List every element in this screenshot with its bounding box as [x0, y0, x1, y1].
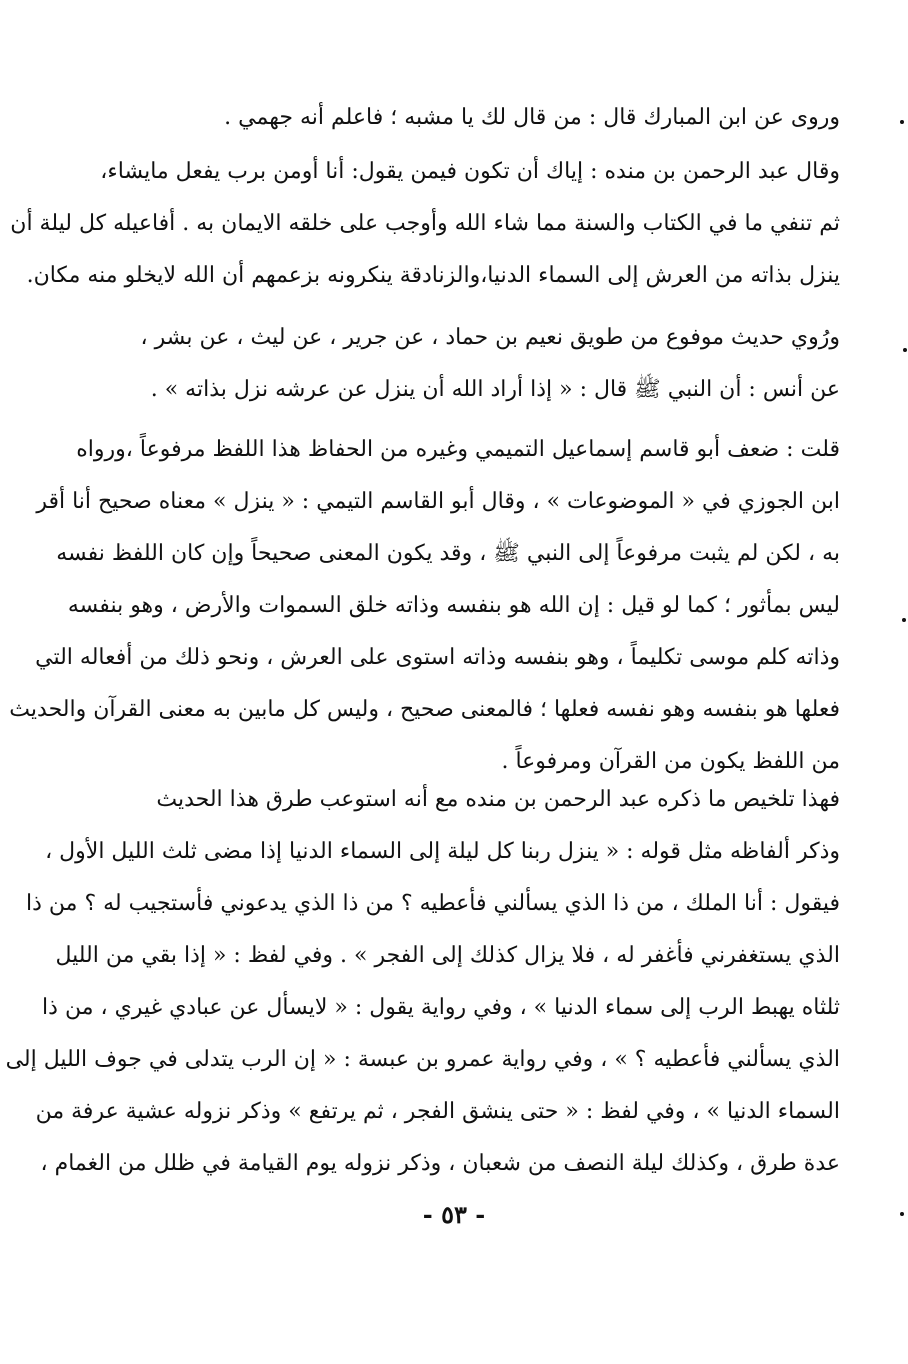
text-line: الذي يستغفرني فأغفر له ، فلا يزال كذلك إلى الفجر » . وفي لفظ : « إذا بقي من الليل — [55, 943, 840, 968]
text-line: ابن الجوزي في « الموضوعات » ، وقال أبو القاسم التيمي : « ينزل » معناه صحيح أنا أقر — [36, 489, 840, 514]
paragraph-summary — [5, 774, 840, 1190]
text-line: عدة طرق ، وكذلك ليلة النصف من شعبان ، وذكر نزوله يوم القيامة في ظلل من الغمام ، — [40, 1151, 840, 1176]
text-line: وقال عبد الرحمن بن منده : إياك أن تكون فيمن يقول: أنا أومن برب يفعل مايشاء، — [100, 159, 840, 184]
paragraph-hadith-narration — [100, 312, 840, 416]
text-line: ثم تنفي ما في الكتاب والسنة مما شاء الله وأوجب على خلقه الايمان به . أفاعيله كل ليلة أن — [10, 211, 840, 236]
text-line: وروى عن ابن المبارك قال : من قال لك يا مشبه ؛ فاعلم أنه جهمي . — [224, 105, 840, 130]
text-line: فهذا تلخيص ما ذكره عبد الرحمن بن منده مع أنه استوعب طرق هذا الحديث — [156, 787, 840, 812]
text-line: عن أنس : أن النبي ﷺ قال : « إذا أراد الله أن ينزل عن عرشه نزل بذاته » . — [150, 377, 840, 402]
text-line: قلت : ضعف أبو قاسم إسماعيل التميمي وغيره من الحفاظ هذا اللفظ مرفوعاً ،ورواه — [76, 437, 840, 462]
paragraph-ibn-mubarak — [100, 92, 840, 144]
text-line: فعلها هو بنفسه وهو نفسه فعلها ؛ فالمعنى صحيح ، وليس كل مابين به معنى القرآن والحديث — [9, 697, 840, 722]
scan-speck — [900, 1212, 904, 1216]
scan-speck — [900, 120, 904, 124]
text-line: من اللفظ يكون من القرآن ومرفوعاً . — [501, 749, 840, 774]
text-line: به ، لكن لم يثبت مرفوعاً إلى النبي ﷺ ، وقد يكون المعنى صحيحاً وإن كان اللفظ نفسه — [56, 541, 840, 566]
text-line: فيقول : أنا الملك ، من ذا الذي يسألني فأعطيه ؟ من ذا الذي يدعوني فأستجيب له ؟ من ذا — [26, 891, 840, 916]
scan-speck — [902, 618, 906, 622]
text-line: وذاته كلم موسى تكليماً ، وهو بنفسه وذاته استوى على العرش ، ونحو ذلك من أفعاله التي — [35, 645, 840, 670]
text-line: السماء الدنيا » ، وفي لفظ : « حتى ينشق الفجر ، ثم يرتفع » وذكر نزوله عشية عرفة من — [35, 1099, 840, 1124]
text-line: ثلثاه يهبط الرب إلى سماء الدنيا » ، وفي رواية يقول : « لايسأل عن عبادي غيري ، من ذا — [42, 995, 840, 1020]
scan-speck — [903, 348, 907, 352]
text-line: وذكر ألفاظه مثل قوله : « ينزل ربنا كل ليلة إلى السماء الدنيا إذا مضى ثلث الليل الأول ، — [45, 839, 840, 864]
text-line: ليس بمأثور ؛ كما لو قيل : إن الله هو بنفسه وذاته خلق السموات والأرض ، وهو بنفسه — [67, 593, 840, 618]
text-line: ورُوي حديث موفوع من طويق نعيم بن حماد ، عن جرير ، عن ليث ، عن بشر ، — [140, 325, 840, 350]
paragraph-commentary — [9, 424, 840, 788]
page-number: - ٥٣ - — [422, 1200, 486, 1229]
text-line: ينزل بذاته من العرش إلى السماء الدنيا،والزنادقة ينكرونه بزعمهم أن الله لايخلو منه مكان. — [26, 263, 840, 288]
paragraph-ibn-mandah-quote — [10, 146, 840, 302]
text-line: الذي يسألني فأعطيه ؟ » ، وفي رواية عمرو بن عبسة : « إن الرب يتدلى في جوف الليل إلى — [5, 1047, 840, 1072]
